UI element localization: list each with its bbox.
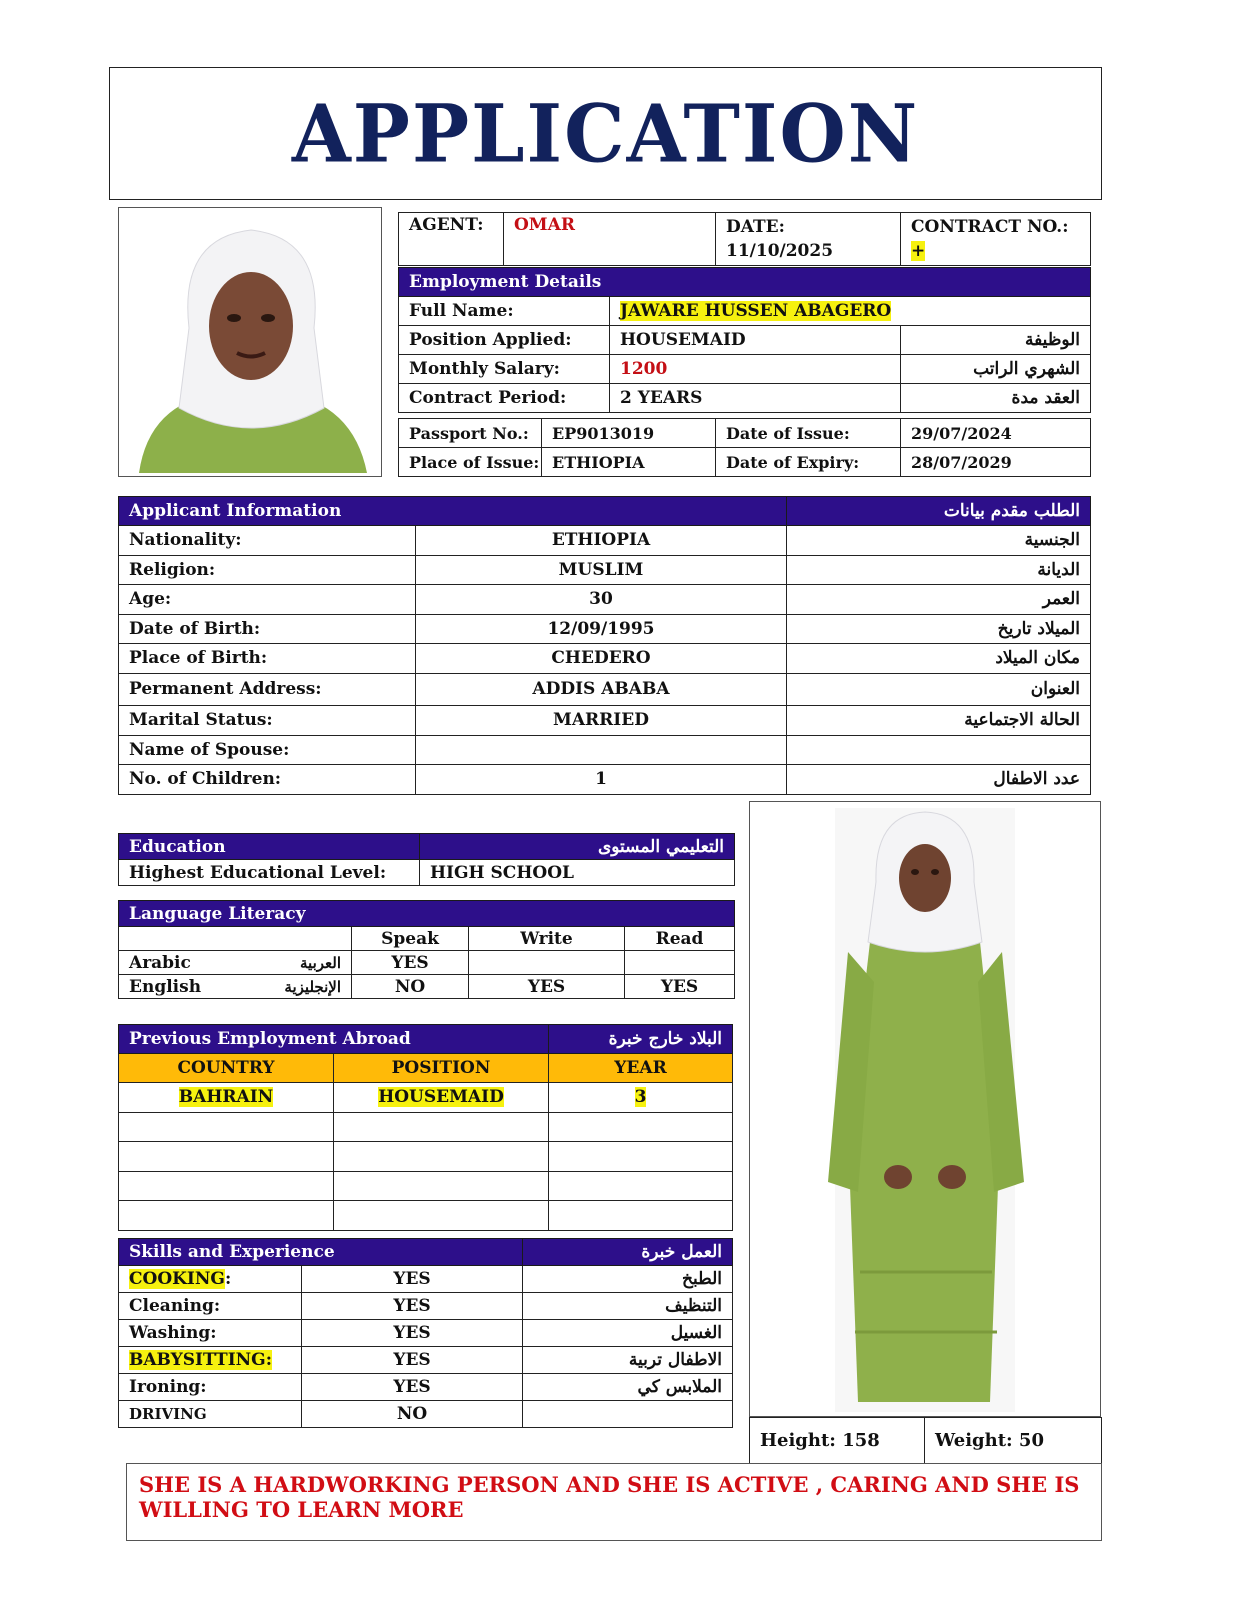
issue-date-value: 29/07/2024	[901, 419, 1091, 448]
language-table	[118, 900, 735, 999]
education-table	[118, 833, 735, 886]
language-name: Arabic	[119, 951, 247, 975]
language-speak: YES	[352, 951, 469, 975]
period-label: Contract Period:	[399, 384, 610, 413]
applicant-row-arabic: مكان الميلاد	[787, 644, 1091, 674]
language-write: YES	[469, 975, 625, 999]
education-header-arabic: التعليمي المستوى	[420, 834, 735, 860]
full-body-photo	[749, 801, 1101, 1417]
remark-text: SHE IS A HARDWORKING PERSON AND SHE IS ACTIVE , CARING AND SHE IS WILLING TO LEARN MORE	[139, 1472, 1080, 1522]
skills-header-arabic: العمل خبرة	[523, 1239, 733, 1266]
language-write	[469, 951, 625, 975]
position-value: HOUSEMAID	[610, 326, 901, 355]
applicant-row-label: Religion:	[119, 555, 416, 585]
place-of-issue-label: Place of Issue:	[399, 448, 542, 477]
full-name-value: JAWARE HUSSEN ABAGERO	[620, 301, 892, 321]
empty-cell	[119, 1112, 334, 1142]
applicant-row-value: 1	[416, 765, 787, 795]
previous-employment-table	[118, 1024, 733, 1231]
applicant-row-arabic: عدد الاطفال	[787, 765, 1091, 795]
applicant-row-arabic: الميلاد تاريخ	[787, 614, 1091, 644]
employment-table	[398, 267, 1091, 413]
skill-value: YES	[302, 1266, 523, 1293]
language-col-read: Read	[625, 927, 735, 951]
empty-cell	[549, 1201, 733, 1231]
empty-cell	[549, 1142, 733, 1172]
skill-value: YES	[302, 1320, 523, 1347]
skill-value: YES	[302, 1293, 523, 1320]
employment-header: Employment Details	[399, 268, 1091, 297]
language-read	[625, 951, 735, 975]
skill-arabic: الملابس كي	[523, 1374, 733, 1401]
applicant-row-label: Place of Birth:	[119, 644, 416, 674]
skill-label: Washing:	[119, 1320, 302, 1347]
position-label: Position Applied:	[399, 326, 610, 355]
applicant-row-arabic: العنوان	[787, 673, 1091, 705]
skill-label: Cleaning:	[119, 1293, 302, 1320]
skill-label: BABYSITTING:	[129, 1350, 272, 1370]
empty-cell	[119, 1171, 334, 1201]
contract-cell	[901, 213, 1091, 266]
passport-no-label: Passport No.:	[399, 419, 542, 448]
height-value: Height: 158	[750, 1418, 925, 1464]
skill-arabic: الغسيل	[523, 1320, 733, 1347]
language-name: English	[119, 975, 247, 999]
applicant-header: Applicant Information	[119, 497, 787, 526]
skill-value: YES	[302, 1347, 523, 1374]
previous-col-country: COUNTRY	[119, 1054, 334, 1083]
applicant-row-label: Date of Birth:	[119, 614, 416, 644]
language-speak: NO	[352, 975, 469, 999]
applicant-row-value: MARRIED	[416, 705, 787, 735]
applicant-row-value	[416, 735, 787, 765]
language-blank-header	[119, 927, 352, 951]
empty-cell	[119, 1142, 334, 1172]
previous-col-year: YEAR	[549, 1054, 733, 1083]
skill-arabic	[523, 1401, 733, 1428]
skill-label-suffix: :	[224, 1269, 232, 1289]
previous-year: 3	[634, 1087, 647, 1108]
applicant-row-label: Permanent Address:	[119, 673, 416, 705]
period-arabic: العقد مدة	[901, 384, 1091, 413]
agent-label: AGENT:	[399, 213, 504, 266]
salary-value: 1200	[610, 355, 901, 384]
applicant-row-label: Age:	[119, 585, 416, 615]
language-read: YES	[625, 975, 735, 999]
applicant-row-arabic	[787, 735, 1091, 765]
place-of-issue-value: ETHIOPIA	[542, 448, 716, 477]
contract-value: +	[911, 241, 926, 261]
applicant-row-value: ETHIOPIA	[416, 526, 787, 556]
page-title: APPLICATION	[291, 86, 920, 181]
portrait-photo	[118, 207, 382, 477]
empty-cell	[549, 1112, 733, 1142]
applicant-row-value: 12/09/1995	[416, 614, 787, 644]
salary-arabic: الشهري الراتب	[901, 355, 1091, 384]
empty-cell	[334, 1201, 549, 1231]
applicant-row-label: Nationality:	[119, 526, 416, 556]
education-label: Highest Educational Level:	[119, 860, 420, 886]
position-arabic: الوظيفة	[901, 326, 1091, 355]
height-weight-table	[749, 1417, 1102, 1464]
date-label: DATE:	[726, 217, 785, 237]
empty-cell	[549, 1171, 733, 1201]
language-header: Language Literacy	[119, 901, 735, 927]
date-cell	[716, 213, 901, 266]
language-name-arabic: العربية	[247, 951, 352, 975]
previous-header-arabic: البلاد خارج خبرة	[549, 1025, 733, 1054]
passport-no-value: EP9013019	[542, 419, 716, 448]
empty-cell	[334, 1171, 549, 1201]
skill-arabic: الطبخ	[523, 1266, 733, 1293]
period-value: 2 YEARS	[610, 384, 901, 413]
applicant-row-arabic: الحالة الاجتماعية	[787, 705, 1091, 735]
applicant-row-arabic: الجنسية	[787, 526, 1091, 556]
applicant-row-value: 30	[416, 585, 787, 615]
skills-table	[118, 1238, 733, 1428]
skills-header: Skills and Experience	[119, 1239, 523, 1266]
skill-value: NO	[302, 1401, 523, 1428]
salary-label: Monthly Salary:	[399, 355, 610, 384]
portrait-image	[119, 208, 382, 477]
applicant-row-label: Name of Spouse:	[119, 735, 416, 765]
applicant-row-label: No. of Children:	[119, 765, 416, 795]
top-info-table	[398, 212, 1091, 266]
previous-position: HOUSEMAID	[378, 1087, 504, 1108]
applicant-row-label: Marital Status:	[119, 705, 416, 735]
remark-box	[126, 1463, 1102, 1541]
previous-country: BAHRAIN	[178, 1087, 274, 1108]
skill-arabic: التنظيف	[523, 1293, 733, 1320]
language-col-write: Write	[469, 927, 625, 951]
skill-arabic: الاطفال تربية	[523, 1347, 733, 1374]
applicant-table	[118, 496, 1091, 795]
empty-cell	[334, 1142, 549, 1172]
weight-value: Weight: 50	[925, 1418, 1102, 1464]
language-name-arabic: الإنجليزية	[247, 975, 352, 999]
expiry-date-label: Date of Expiry:	[716, 448, 901, 477]
applicant-header-arabic: الطلب مقدم بيانات	[787, 497, 1091, 526]
issue-date-label: Date of Issue:	[716, 419, 901, 448]
applicant-row-arabic: الديانة	[787, 555, 1091, 585]
applicant-row-value: ADDIS ABABA	[416, 673, 787, 705]
education-value: HIGH SCHOOL	[420, 860, 735, 886]
applicant-row-value: MUSLIM	[416, 555, 787, 585]
title-banner	[109, 67, 1102, 200]
contract-label: CONTRACT NO.:	[911, 217, 1069, 237]
empty-cell	[119, 1201, 334, 1231]
skill-label: DRIVING	[119, 1401, 302, 1428]
expiry-date-value: 28/07/2029	[901, 448, 1091, 477]
previous-col-position: POSITION	[334, 1054, 549, 1083]
skill-value: YES	[302, 1374, 523, 1401]
language-col-speak: Speak	[352, 927, 469, 951]
empty-cell	[334, 1112, 549, 1142]
date-value: 11/10/2025	[726, 241, 834, 261]
full-name-label: Full Name:	[399, 297, 610, 326]
education-header: Education	[119, 834, 420, 860]
applicant-row-value: CHEDERO	[416, 644, 787, 674]
passport-table	[398, 418, 1091, 477]
agent-value: OMAR	[504, 213, 716, 266]
previous-header: Previous Employment Abroad	[119, 1025, 549, 1054]
full-body-image	[750, 802, 1101, 1417]
skill-label: COOKING	[129, 1269, 225, 1289]
applicant-row-arabic: العمر	[787, 585, 1091, 615]
skill-label: Ironing:	[119, 1374, 302, 1401]
